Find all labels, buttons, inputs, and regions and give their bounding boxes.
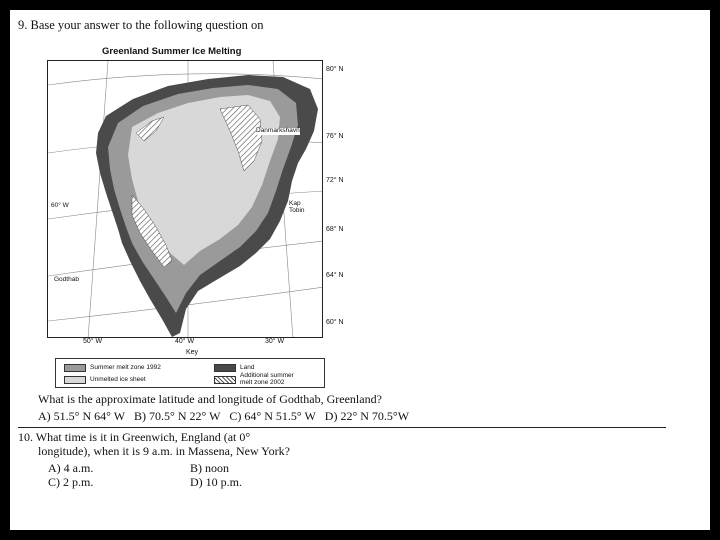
latitude-label-60n: 60° N [326,319,344,326]
latitude-label-80n: 80° N [326,66,344,73]
longitude-label-50w: 50° W [83,338,103,345]
key-label-melt-1992: Summer melt zone 1992 [90,364,161,371]
question-10-line1: 10. What time is it in Greenwich, England (at 0° [18,430,251,444]
question-9-prompt: What is the approximate latitude and longitude of Godthab, Greenland? [38,392,382,406]
map-key [55,358,325,388]
latitude-label-72n: 72° N [326,177,344,184]
key-label-additional-melt-line1: Additional summer [240,372,294,379]
choice-b[interactable]: B) 70.5° N 22° W [134,409,221,423]
q10-option-b[interactable]: B) noon [190,461,229,475]
key-label-land: Land [240,364,255,371]
key-label-unmelted-ice: Unmelted ice sheet [90,376,146,383]
swatch-land [214,364,236,372]
choice-a[interactable]: A) 51.5° N 64° W [38,409,126,423]
longitude-label-30w: 30° W [265,338,285,345]
key-title: Key [186,349,199,356]
latitude-label-68n: 68° N [326,226,344,233]
place-label-tobin: Tobin [289,207,305,214]
greenland-map [47,60,323,338]
swatch-additional-melt-2002 [214,376,236,384]
key-label-additional-melt-line2: melt zone 2002 [240,379,285,386]
greenland-map-drawing [48,61,323,338]
place-label-kap: Kap [289,200,301,207]
place-label-godthab: Godthab [54,276,79,283]
longitude-label-40w: 40° W [175,338,195,345]
choice-c[interactable]: C) 64° N 51.5° W [229,409,316,423]
question-divider [18,427,666,428]
q10-option-d[interactable]: D) 10 p.m. [190,475,242,489]
q10-option-a[interactable]: A) 4 a.m. [48,461,94,475]
swatch-melt-1992 [64,364,86,372]
latitude-label-76n: 76° N [326,133,344,140]
swatch-unmelted-ice [64,376,86,384]
latitude-label-64n: 64° N [326,272,344,279]
q10-option-c[interactable]: C) 2 p.m. [48,475,94,489]
question-9-choices [38,409,415,424]
question-9-heading: 9. Base your answer to the following question on [18,18,264,32]
choice-d[interactable]: D) 22° N 70.5°W [324,409,410,423]
question-10-line2: longitude), when it is 9 a.m. in Massena, New York? [38,444,290,458]
worksheet-page [10,10,710,530]
place-label-danmarkshavn: Danmarkshavn [256,127,300,134]
meridian-label-60w: 60° W [51,202,69,209]
map-title: Greenland Summer Ice Melting [102,46,242,57]
